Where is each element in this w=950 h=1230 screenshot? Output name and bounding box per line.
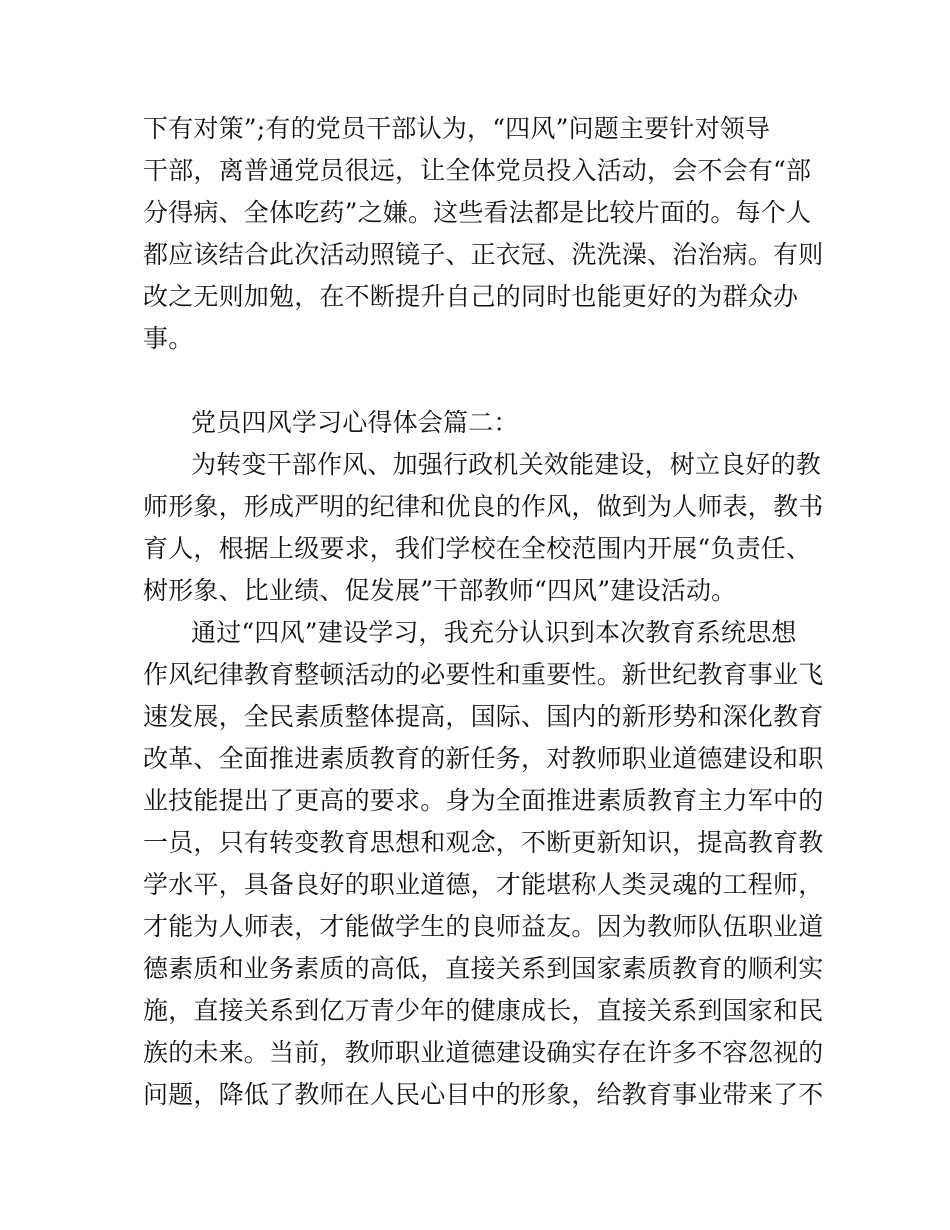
text-line: 改革、全面推进素质教育的新任务，对教师职业道德建设和职 — [143, 744, 824, 773]
text-line: 一员，只有转变教育思想和观念，不断更新知识，提高教育教 — [143, 828, 824, 857]
text-line: 下有对策”;有的党员干部认为，“四风”问题主要针对领导 — [143, 114, 771, 143]
text-line: 改之无则加勉，在不断提升自己的同时也能更好的为群众办 — [143, 282, 799, 311]
text-line: 分得病、全体吃药”之嫌。这些看法都是比较片面的。每个人 — [143, 198, 812, 227]
text-line: 为转变干部作风、加强行政机关效能建设，树立良好的教 — [191, 450, 822, 479]
text-line: 事。 — [143, 324, 194, 353]
text-line: 才能为人师表，才能做学生的良师益友。因为教师队伍职业道 — [143, 912, 824, 941]
text-line: 干部，离普通党员很远，让全体党员投入活动，会不会有“部 — [143, 156, 812, 185]
text-line: 德素质和业务素质的高低，直接关系到国家素质教育的顺利实 — [143, 954, 824, 983]
text-line: 业技能提出了更高的要求。身为全面推进素质教育主力军中的 — [143, 786, 824, 815]
text-line: 施，直接关系到亿万青少年的健康成长，直接关系到国家和民 — [143, 996, 824, 1025]
text-line: 问题，降低了教师在人民心目中的形象，给教育事业带来了不 — [143, 1080, 824, 1109]
text-line: 师形象，形成严明的纪律和优良的作风，做到为人师表，教书 — [143, 492, 824, 521]
section-2 — [143, 402, 823, 1116]
text-line: 学水平，具备良好的职业道德，才能堪称人类灵魂的工程师， — [143, 870, 824, 899]
text-line: 育人，根据上级要求，我们学校在全校范围内开展“负责任、 — [143, 534, 812, 563]
text-line: 族的未来。当前，教师职业道德建设确实存在许多不容忽视的 — [143, 1038, 824, 1067]
text-line: 作风纪律教育整顿活动的必要性和重要性。新世纪教育事业飞 — [143, 660, 824, 689]
text-line: 通过“四风”建设学习，我充分认识到本次教育系统思想 — [191, 618, 797, 647]
paragraph-1 — [143, 108, 823, 360]
text-line: 都应该结合此次活动照镜子、正衣冠、洗洗澡、治治病。有则 — [143, 240, 824, 269]
section-title: 党员四风学习心得体会篇二： — [191, 408, 519, 437]
text-line: 树形象、比业绩、促发展”干部教师“四风”建设活动。 — [143, 576, 737, 605]
text-line: 速发展，全民素质整体提高，国际、国内的新形势和深化教育 — [143, 702, 824, 731]
